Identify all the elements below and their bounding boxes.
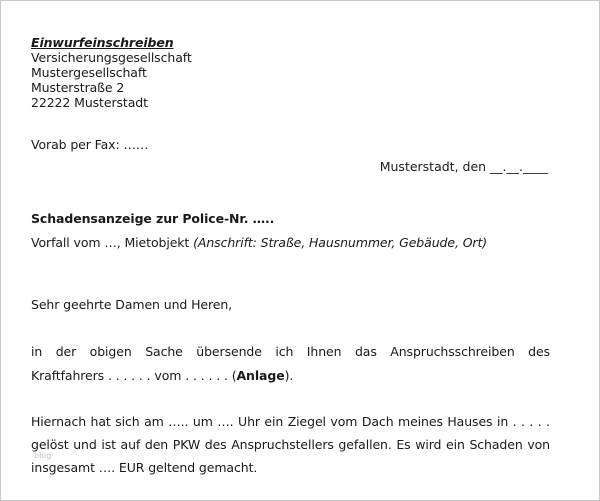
fax-line: Vorab per Fax: …… — [31, 137, 149, 152]
para1-line1: in der obigen Sache übersende ich Ihnen das Anspruchsschreiben des — [31, 344, 550, 359]
para2-line1: Hiernach hat sich am ….. um …. Uhr ein Ziegel vom Dach meines Hauses in . . . . . — [31, 414, 550, 429]
incident-prefix: Vorfall vom …, Mietobjekt — [31, 235, 194, 250]
para1-line2-suffix: ). — [284, 368, 294, 383]
watermark: blog — [34, 451, 52, 460]
recipient-line-1: Versicherungsgesellschaft — [31, 50, 192, 65]
subject-title: Schadensanzeige zur Police-Nr. ….. — [31, 211, 275, 226]
recipient-line-4: 22222 Musterstadt — [31, 95, 148, 110]
salutation: Sehr geehrte Damen und Heren, — [31, 297, 233, 312]
registered-mail-heading: Einwurfeinschreiben — [31, 35, 174, 50]
incident-line — [31, 235, 487, 250]
para2-line3: insgesamt …. EUR geltend gemacht. — [31, 460, 258, 475]
recipient-line-3: Musterstraße 2 — [31, 80, 125, 95]
recipient-line-2: Mustergesellschaft — [31, 65, 147, 80]
attachment-label: Anlage — [236, 368, 285, 383]
para1-line2 — [31, 368, 293, 383]
para2-line2: gelöst und ist auf den PKW des Anspruchstellers gefallen. Es wird ein Schaden von — [31, 437, 550, 452]
incident-address: (Anschrift: Straße, Hausnummer, Gebäude, Ort) — [193, 235, 488, 250]
place-date: Musterstadt, den __.__.____ — [379, 159, 548, 174]
para1-line2-prefix: Kraftfahrers . . . . . . vom . . . . . . ( — [31, 368, 237, 383]
